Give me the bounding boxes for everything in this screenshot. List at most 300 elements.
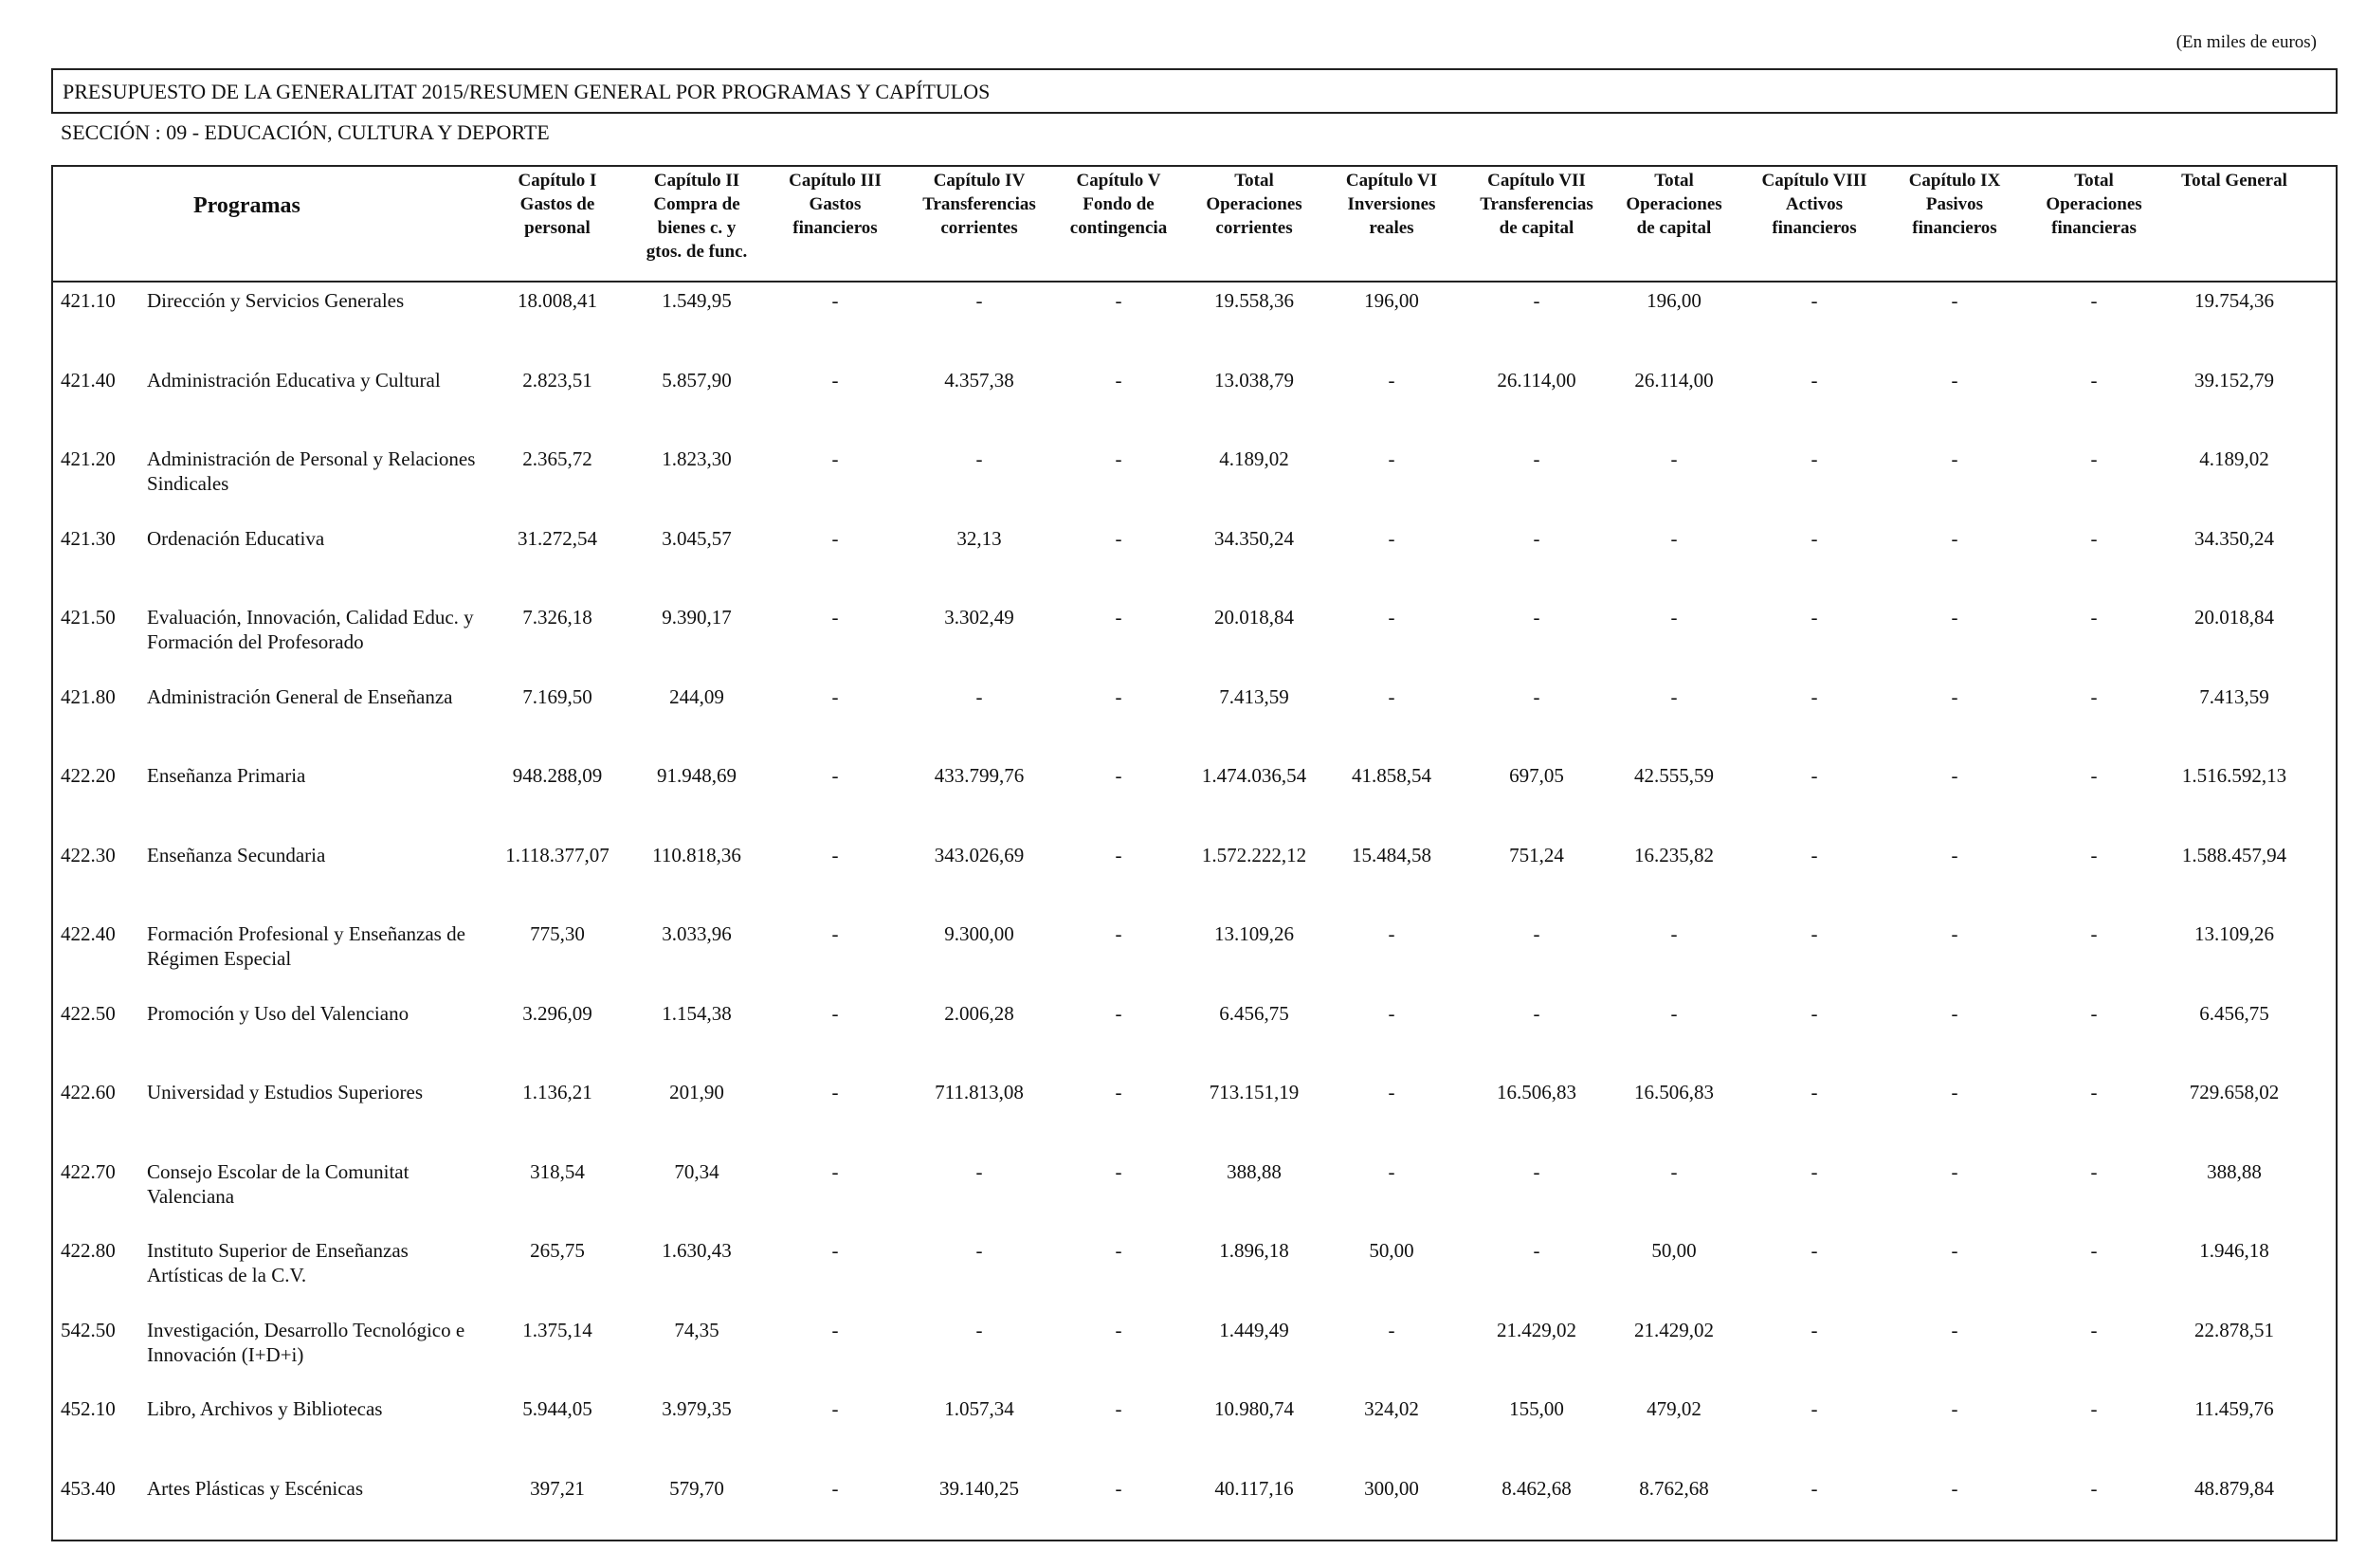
table-cell: - [1951, 764, 1958, 787]
table-cell: 19.558,36 [1214, 289, 1294, 312]
table-row [0, 1396, 2366, 1472]
column-header-line: contingencia [1069, 218, 1168, 238]
table-cell: - [1811, 289, 1818, 312]
column-header-line: corrientes [1215, 218, 1293, 238]
table-cell: - [2090, 527, 2098, 550]
table-cell: - [2090, 369, 2098, 392]
table-cell: - [1115, 1081, 1122, 1103]
table-cell: - [1115, 527, 1122, 550]
table-cell: - [2090, 922, 2098, 945]
program-name: Libro, Archivos y Bibliotecas [147, 1397, 383, 1420]
table-cell: - [1115, 844, 1122, 866]
table-cell: 1.154,38 [662, 1002, 732, 1025]
table-cell: - [1533, 606, 1540, 629]
program-name: Consejo Escolar de la Comunitat Valenciana [147, 1160, 410, 1208]
column-header-line: Total [2074, 171, 2114, 191]
table-cell: 7.169,50 [522, 685, 592, 708]
program-code: 422.50 [61, 1002, 116, 1025]
table-cell: 16.506,83 [1634, 1081, 1714, 1103]
table-cell: 2.365,72 [522, 447, 592, 470]
column-header-line: gtos. de func. [646, 242, 748, 262]
table-cell: 3.296,09 [522, 1002, 592, 1025]
program-name: Enseñanza Secundaria [147, 844, 326, 866]
table-cell: 196,00 [1647, 289, 1702, 312]
table-cell: - [831, 369, 839, 392]
table-cell: - [1533, 527, 1540, 550]
table-cell: 3.045,57 [662, 527, 732, 550]
table-cell: - [1811, 606, 1818, 629]
table-cell: 1.588.457,94 [2181, 844, 2287, 866]
report-title: PRESUPUESTO DE LA GENERALITAT 2015/RESUMEN GENERAL POR PROGRAMAS Y CAPÍTULOS [51, 68, 2338, 114]
column-header-line: Capítulo VI [1345, 171, 1438, 191]
table-cell: - [831, 1319, 839, 1341]
table-cell: 8.462,68 [1502, 1477, 1572, 1500]
table-cell: - [975, 289, 983, 312]
table-cell: 751,24 [1509, 844, 1564, 866]
table-cell: - [1811, 844, 1818, 866]
program-name: Artes Plásticas y Escénicas [147, 1477, 364, 1500]
table-cell: 48.879,84 [2194, 1477, 2274, 1500]
table-cell: - [1388, 1319, 1395, 1341]
table-cell: - [2090, 1160, 2098, 1183]
column-header [1206, 169, 1301, 240]
table-cell: 1.572.222,12 [1201, 844, 1307, 866]
table-row [0, 843, 2366, 919]
table-cell: 155,00 [1509, 1397, 1564, 1420]
column-header-line: Operaciones [1626, 194, 1722, 214]
column-header-line: Total [1654, 171, 1694, 191]
table-cell: - [1115, 1477, 1122, 1500]
table-cell: 775,30 [530, 922, 585, 945]
table-cell: - [1115, 1002, 1122, 1025]
column-header-line: financieras [2051, 218, 2137, 238]
table-cell: - [975, 1160, 983, 1183]
program-code: 421.30 [61, 527, 116, 550]
table-cell: - [1388, 1160, 1395, 1183]
column-header-line: Capítulo VII [1487, 171, 1586, 191]
table-cell: 50,00 [1369, 1239, 1414, 1262]
column-header-line: corrientes [940, 218, 1018, 238]
table-cell: 2.823,51 [522, 369, 592, 392]
table-cell: 948.288,09 [512, 764, 603, 787]
table-cell: - [1670, 1002, 1678, 1025]
column-header [1480, 169, 1593, 240]
table-row [0, 684, 2366, 760]
table-cell: 1.946,18 [2199, 1239, 2269, 1262]
column-header [646, 169, 748, 264]
program-code: 422.80 [61, 1239, 116, 1262]
table-cell: 7.413,59 [2199, 685, 2269, 708]
table-cell: 244,09 [669, 685, 724, 708]
table-cell: - [1811, 527, 1818, 550]
table-cell: - [1115, 685, 1122, 708]
table-cell: 8.762,68 [1639, 1477, 1709, 1500]
table-cell: 39.152,79 [2194, 369, 2274, 392]
program-code: 422.70 [61, 1160, 116, 1183]
table-cell: - [2090, 1477, 2098, 1500]
table-cell: 91.948,69 [657, 764, 737, 787]
table-cell: 19.754,36 [2194, 289, 2274, 312]
table-cell: - [975, 1319, 983, 1341]
table-cell: 18.008,41 [518, 289, 597, 312]
table-cell: 1.896,18 [1219, 1239, 1289, 1262]
table-cell: 7.326,18 [522, 606, 592, 629]
column-header-line: financieros [1772, 218, 1857, 238]
table-row [0, 447, 2366, 522]
column-header-line: financieros [1912, 218, 1997, 238]
table-cell: 20.018,84 [2194, 606, 2274, 629]
table-cell: - [1811, 447, 1818, 470]
table-cell: - [1388, 447, 1395, 470]
table-cell: - [975, 447, 983, 470]
table-cell: - [2090, 289, 2098, 312]
table-cell: - [1811, 1002, 1818, 1025]
program-code: 422.20 [61, 764, 116, 787]
table-cell: - [1670, 606, 1678, 629]
program-code: 422.60 [61, 1081, 116, 1103]
column-header [922, 169, 1036, 240]
table-cell: - [831, 844, 839, 866]
table-cell: - [1670, 527, 1678, 550]
table-cell: - [831, 685, 839, 708]
table-cell: - [2090, 1319, 2098, 1341]
program-name: Investigación, Desarrollo Tecnológico e Innovación (I+D+i) [147, 1319, 465, 1366]
table-cell: 324,02 [1364, 1397, 1419, 1420]
table-cell: 9.300,00 [944, 922, 1014, 945]
table-cell: 729.658,02 [2189, 1081, 2280, 1103]
section-heading: SECCIÓN : 09 - EDUCACIÓN, CULTURA Y DEPORTE [61, 120, 550, 144]
program-code: 421.20 [61, 447, 116, 470]
column-header-line: de capital [1636, 218, 1712, 238]
table-cell: 4.189,02 [2199, 447, 2269, 470]
units-note: (En miles de euros) [2175, 32, 2317, 52]
table-cell: - [1115, 1160, 1122, 1183]
table-cell: 300,00 [1364, 1477, 1419, 1500]
table-cell: - [1533, 1239, 1540, 1262]
column-header-line: Pasivos [1925, 194, 1984, 214]
program-code: 542.50 [61, 1319, 116, 1341]
table-cell: - [2090, 844, 2098, 866]
table-cell: 265,75 [530, 1239, 585, 1262]
table-cell: 1.516.592,13 [2181, 764, 2287, 787]
table-cell: - [831, 1477, 839, 1500]
column-header [1346, 169, 1437, 240]
table-cell: 7.413,59 [1219, 685, 1289, 708]
table-row [0, 526, 2366, 602]
table-cell: 4.357,38 [944, 369, 1014, 392]
table-cell: - [1533, 685, 1540, 708]
table-cell: - [831, 1160, 839, 1183]
table-cell: 21.429,02 [1497, 1319, 1576, 1341]
table-cell: - [1533, 1160, 1540, 1183]
table-cell: 1.136,21 [522, 1081, 592, 1103]
program-code: 421.80 [61, 685, 116, 708]
table-cell: - [1951, 1397, 1958, 1420]
program-name: Universidad y Estudios Superiores [147, 1081, 424, 1103]
table-cell: 1.630,43 [662, 1239, 732, 1262]
table-cell: 479,02 [1647, 1397, 1702, 1420]
program-code: 421.10 [61, 289, 116, 312]
table-cell: 74,35 [674, 1319, 719, 1341]
program-code: 422.40 [61, 922, 116, 945]
table-cell: 5.857,90 [662, 369, 732, 392]
table-cell: 1.118.377,07 [505, 844, 610, 866]
program-name: Administración de Personal y Relaciones Sindicales [147, 447, 476, 495]
table-cell: - [1388, 685, 1395, 708]
table-cell: - [1951, 1081, 1958, 1103]
table-cell: - [1533, 1002, 1540, 1025]
table-cell: 13.038,79 [1214, 369, 1294, 392]
table-cell: - [831, 606, 839, 629]
table-cell: - [1533, 289, 1540, 312]
table-cell: 433.799,76 [934, 764, 1025, 787]
table-cell: - [2090, 764, 2098, 787]
table-cell: 13.109,26 [1214, 922, 1294, 945]
table-cell: - [1951, 1319, 1958, 1341]
table-row [0, 1159, 2366, 1235]
table-cell: 39.140,25 [939, 1477, 1019, 1500]
program-name: Evaluación, Innovación, Calidad Educ. y Formación del Profesorado [147, 606, 474, 653]
table-row [0, 1238, 2366, 1314]
table-cell: - [831, 527, 839, 550]
table-cell: 1.057,34 [944, 1397, 1014, 1420]
column-header [2046, 169, 2141, 240]
column-header-line: reales [1369, 218, 1414, 238]
column-header-line: de capital [1499, 218, 1574, 238]
table-cell: - [1951, 369, 1958, 392]
table-cell: 11.459,76 [2194, 1397, 2274, 1420]
table-cell: 34.350,24 [2194, 527, 2274, 550]
table-cell: - [1533, 447, 1540, 470]
table-cell: 388,88 [2207, 1160, 2262, 1183]
program-code: 421.50 [61, 606, 116, 629]
table-cell: 110.818,36 [652, 844, 741, 866]
table-cell: - [1115, 606, 1122, 629]
table-cell: 32,13 [956, 527, 1002, 550]
table-cell: - [1388, 1081, 1395, 1103]
column-header [1909, 169, 2001, 240]
table-cell: - [831, 1239, 839, 1262]
column-header-line: Capítulo II [653, 171, 740, 191]
table-cell: 343.026,69 [934, 844, 1025, 866]
table-cell: 40.117,16 [1214, 1477, 1294, 1500]
table-row [0, 1080, 2366, 1156]
table-cell: - [1811, 685, 1818, 708]
table-cell: - [1811, 1477, 1818, 1500]
table-cell: 21.429,02 [1634, 1319, 1714, 1341]
table-cell: - [1951, 1239, 1958, 1262]
program-code: 422.30 [61, 844, 116, 866]
table-cell: 711.813,08 [935, 1081, 1024, 1103]
table-cell: - [2090, 685, 2098, 708]
table-cell: 34.350,24 [1214, 527, 1294, 550]
table-cell: 16.506,83 [1497, 1081, 1576, 1103]
table-cell: 196,00 [1364, 289, 1419, 312]
table-cell: - [1115, 764, 1122, 787]
table-cell: 1.375,14 [522, 1319, 592, 1341]
table-cell: 22.878,51 [2194, 1319, 2274, 1341]
table-cell: - [975, 1239, 983, 1262]
program-name: Promoción y Uso del Valenciano [147, 1002, 410, 1025]
program-name: Ordenación Educativa [147, 527, 325, 550]
table-cell: - [1811, 1081, 1818, 1103]
program-name: Administración General de Enseñanza [147, 685, 453, 708]
table-cell: - [1388, 606, 1395, 629]
program-name: Administración Educativa y Cultural [147, 369, 441, 392]
column-header-line: Operaciones [2046, 194, 2142, 214]
table-cell: 3.979,35 [662, 1397, 732, 1420]
table-cell: - [1951, 1002, 1958, 1025]
table-cell: - [1811, 1160, 1818, 1183]
table-cell: - [831, 447, 839, 470]
program-code: 452.10 [61, 1397, 116, 1420]
column-header-line: bienes c. y [657, 218, 737, 238]
column-header [2181, 169, 2287, 192]
column-header [1626, 169, 1721, 240]
column-header-line: Activos [1785, 194, 1844, 214]
table-cell: 713.151,19 [1209, 1081, 1300, 1103]
column-header-line: Capítulo III [789, 171, 882, 191]
table-cell: - [1115, 922, 1122, 945]
table-cell: - [2090, 1002, 2098, 1025]
column-header-line: Compra de [653, 194, 740, 214]
table-cell: 3.033,96 [662, 922, 732, 945]
table-cell: 9.390,17 [662, 606, 732, 629]
table-cell: 42.555,59 [1634, 764, 1714, 787]
column-header-line: Fondo de [1083, 194, 1155, 214]
table-cell: 579,70 [669, 1477, 724, 1500]
column-header [789, 169, 882, 240]
table-cell: - [1115, 289, 1122, 312]
column-header-line: Gastos de [519, 194, 595, 214]
program-code: 421.40 [61, 369, 116, 392]
table-cell: - [2090, 606, 2098, 629]
table-cell: - [1670, 447, 1678, 470]
table-cell: 16.235,82 [1634, 844, 1714, 866]
table-row [0, 1476, 2366, 1552]
table-cell: 10.980,74 [1214, 1397, 1294, 1420]
table-cell: - [1388, 922, 1395, 945]
table-cell: 70,34 [674, 1160, 719, 1183]
table-cell: - [1811, 764, 1818, 787]
table-cell: - [1951, 1477, 1958, 1500]
table-cell: - [1811, 922, 1818, 945]
table-cell: 318,54 [530, 1160, 585, 1183]
table-cell: 397,21 [530, 1477, 585, 1500]
table-cell: 26.114,00 [1634, 369, 1714, 392]
table-row [0, 763, 2366, 839]
column-header-line: Capítulo I [518, 171, 597, 191]
table-cell: 15.484,58 [1352, 844, 1431, 866]
column-header-line: Capítulo V [1076, 171, 1161, 191]
program-name: Enseñanza Primaria [147, 764, 306, 787]
table-cell: 201,90 [669, 1081, 724, 1103]
table-cell: 13.109,26 [2194, 922, 2274, 945]
table-cell: 2.006,28 [944, 1002, 1014, 1025]
table-cell: - [1951, 922, 1958, 945]
table-cell: 697,05 [1509, 764, 1564, 787]
table-row [0, 1318, 2366, 1394]
table-cell: 1.823,30 [662, 447, 732, 470]
column-header-line: Gastos [809, 194, 862, 214]
column-header [1070, 169, 1167, 240]
table-cell: - [1811, 1239, 1818, 1262]
table-cell: - [1951, 527, 1958, 550]
table-cell: - [831, 289, 839, 312]
program-code: 453.40 [61, 1477, 116, 1500]
table-cell: - [1533, 922, 1540, 945]
table-cell: - [1951, 1160, 1958, 1183]
table-cell: - [1115, 447, 1122, 470]
table-cell: 4.189,02 [1219, 447, 1289, 470]
table-cell: - [1670, 1160, 1678, 1183]
table-cell: 41.858,54 [1352, 764, 1431, 787]
table-cell: 1.474.036,54 [1201, 764, 1307, 787]
table-cell: - [1811, 369, 1818, 392]
table-row [0, 1001, 2366, 1077]
table-row [0, 288, 2366, 364]
table-cell: - [1388, 369, 1395, 392]
table-cell: - [1670, 922, 1678, 945]
table-cell: 3.302,49 [944, 606, 1014, 629]
table-cell: - [1115, 1239, 1122, 1262]
table-cell: 26.114,00 [1497, 369, 1576, 392]
table-cell: 1.449,49 [1219, 1319, 1289, 1341]
table-cell: - [2090, 447, 2098, 470]
table-cell: 31.272,54 [518, 527, 597, 550]
table-cell: - [1951, 844, 1958, 866]
table-cell: 50,00 [1651, 1239, 1697, 1262]
program-name: Dirección y Servicios Generales [147, 289, 405, 312]
column-header-line: Total General [2181, 171, 2287, 191]
table-cell: - [1388, 527, 1395, 550]
table-cell: - [2090, 1239, 2098, 1262]
column-header-line: financieros [792, 218, 878, 238]
column-header-line: Capítulo VIII [1761, 171, 1867, 191]
column-header-line: Capítulo IV [933, 171, 1026, 191]
table-cell: - [1388, 1002, 1395, 1025]
column-header-line: Capítulo IX [1908, 171, 2001, 191]
table-cell: 6.456,75 [1219, 1002, 1289, 1025]
table-cell: - [1951, 685, 1958, 708]
table-cell: - [1951, 606, 1958, 629]
table-cell: - [831, 1397, 839, 1420]
column-header-line: Total [1234, 171, 1274, 191]
table-cell: - [1115, 1397, 1122, 1420]
column-header-line: Transferencias [1480, 194, 1593, 214]
table-cell: - [831, 764, 839, 787]
column-header-line: Transferencias [922, 194, 1036, 214]
table-cell: - [831, 1081, 839, 1103]
table-row [0, 921, 2366, 997]
table-cell: - [1115, 1319, 1122, 1341]
column-header-line: personal [524, 218, 591, 238]
table-cell: - [1115, 369, 1122, 392]
table-cell: 388,88 [1227, 1160, 1282, 1183]
table-cell: 1.549,95 [662, 289, 732, 312]
header-rule [51, 281, 2338, 283]
table-cell: - [1951, 289, 1958, 312]
programas-header: Programas [193, 193, 300, 218]
table-cell: - [2090, 1397, 2098, 1420]
table-cell: - [1811, 1319, 1818, 1341]
column-header-line: Inversiones [1347, 194, 1436, 214]
table-cell: - [975, 685, 983, 708]
table-row [0, 605, 2366, 681]
table-cell: - [1811, 1397, 1818, 1420]
table-cell: 20.018,84 [1214, 606, 1294, 629]
program-name: Instituto Superior de Enseñanzas Artísticas de la C.V. [147, 1239, 409, 1286]
